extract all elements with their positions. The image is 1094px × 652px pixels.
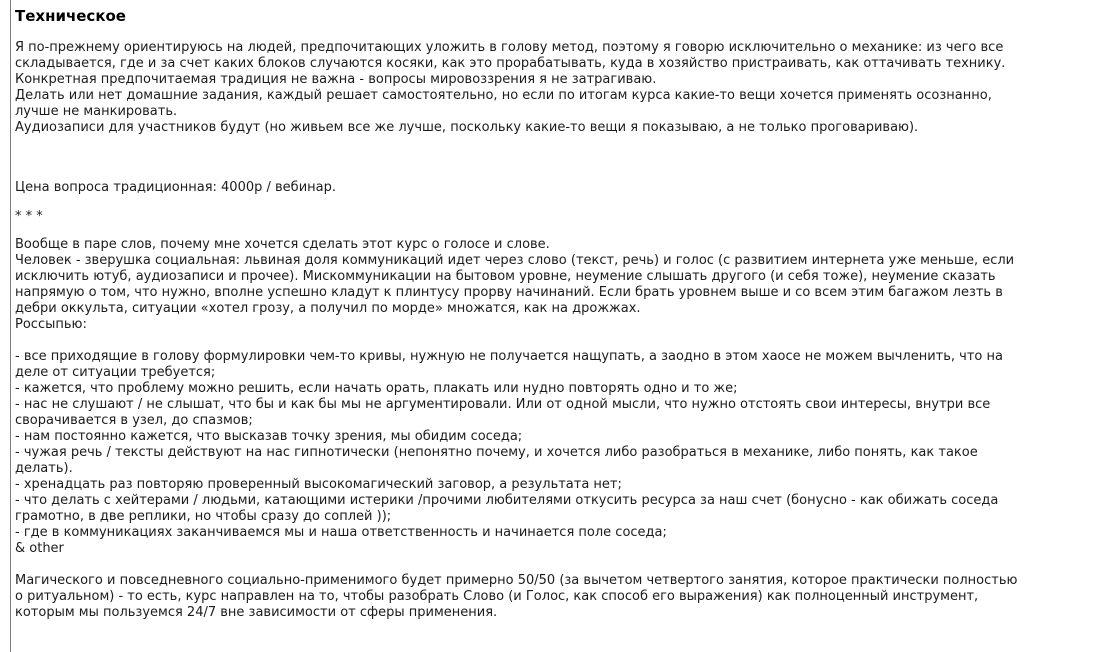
text-line: Цена вопроса традиционная: 4000р / вебинар.: [15, 180, 336, 195]
text-line: делать).: [15, 461, 73, 476]
text-line: Я по-прежнему ориентируюсь на людей, предпочитающих уложить в голову метод, поэтому я говорю исключительно о механике: из чего все: [15, 40, 1004, 55]
text-line: Аудиозаписи для участников будут (но живьем все же лучше, поскольку какие-то вещи я показываю, а не только проговариваю).: [15, 120, 919, 135]
text-line: Россыпью:: [15, 317, 87, 332]
text-line: складывается, где и за счет каких блоков случаются косяки, как это прорабатывать, куда в хозяйство пристраивать, как оттачивать технику.: [15, 56, 1006, 71]
text-line: & other: [15, 541, 64, 556]
text-line: о ритуальном) - то есть, курс направлен на то, чтобы разобрать Слово (и Голос, как способ его выражения) как полноценный инструмент,: [15, 589, 979, 604]
text-line: Человек - зверушка социальная: львиная доля коммуникаций идет через слово (текст, речь) и голос (с развитием интернета уже меньше, если: [15, 253, 1015, 268]
text-line: - хренадцать раз повторяю проверенный высокомагический заговор, а результата нет;: [15, 477, 622, 492]
text-line: грамотно, в две реплики, но чтобы сразу до соплей ));: [15, 509, 392, 524]
text-line: Делать или нет домашние задания, каждый решает самостоятельно, но если по итогам курса какие-то вещи хочется применять осознанно,: [15, 88, 992, 103]
paragraph-about-course: [15, 237, 1094, 333]
post-body: [10, 0, 1094, 652]
post-title: Техническое: [15, 7, 126, 25]
text-line: Магического и повседневного социально-применимого будет примерно 50/50 (за вычетом четвертого занятия, которое практически полностью: [15, 573, 1018, 588]
bullet-list: [15, 349, 1094, 557]
text-line: - что делать с хейтерами / людьми, катающими истерики /прочими любителями откусить ресурса за наш счет (бонусно - как обижать соседа: [15, 493, 999, 508]
paragraph-price: [15, 180, 1094, 196]
text-line: - нам постоянно кажется, что высказав точку зрения, мы обидим соседа;: [15, 429, 523, 444]
text-line: которым мы пользуемся 24/7 вне зависимости от сферы применения.: [15, 605, 498, 620]
text-line: лучше не манкировать.: [15, 104, 178, 119]
text-line: напрямую о том, что нужно, вполне успешно кладут к плинтусу прорву начинаний. Если брать уровнем выше и со всем этим багажом лезть в: [15, 285, 1003, 300]
text-line: - все приходящие в голову формулировки чем-то кривы, нужную не получается нащупать, а заодно в этом хаосе не можем вычленить, что на: [15, 349, 1003, 364]
text-line: - где в коммуникациях заканчиваемся мы и наша ответственность и начинается поле соседа;: [15, 525, 667, 540]
paragraph-intro: [15, 40, 1094, 136]
text-line: * * *: [15, 209, 43, 224]
text-line: деле от ситуации требуется;: [15, 365, 216, 380]
text-line: сворачивается в узел, до спазмов;: [15, 413, 253, 428]
text-line: дебри оккульта, ситуации «хотел грозу, а получил по морде» множатся, как на дрожжах.: [15, 301, 641, 316]
text-line: - кажется, что проблему можно решить, если начать орать, плакать или нудно повторять одно и то же;: [15, 381, 738, 396]
paragraph-closing: [15, 573, 1094, 621]
text-line: - чужая речь / тексты действуют на нас гипнотически (непонятно почему, и хочется либо разобраться в механике, либо понять, как такое: [15, 445, 978, 460]
text-line: Вообще в паре слов, почему мне хочется сделать этот курс о голосе и слове.: [15, 237, 550, 252]
text-line: - нас не слушают / не слышат, что бы и как бы мы не аргументировали. Или от одной мысли, что нужно отстоять свои интересы, внутри все: [15, 397, 991, 412]
section-separator: [15, 209, 1094, 225]
text-line: Конкретная предпочитаемая традиция не важна - вопросы мировоззрения я не затрагиваю.: [15, 72, 657, 87]
text-line: исключить ютуб, аудиозаписи и прочее). Мискоммуникации на бытовом уровне, неумение слышать другого (и себя тоже), неумение сказать: [15, 269, 996, 284]
